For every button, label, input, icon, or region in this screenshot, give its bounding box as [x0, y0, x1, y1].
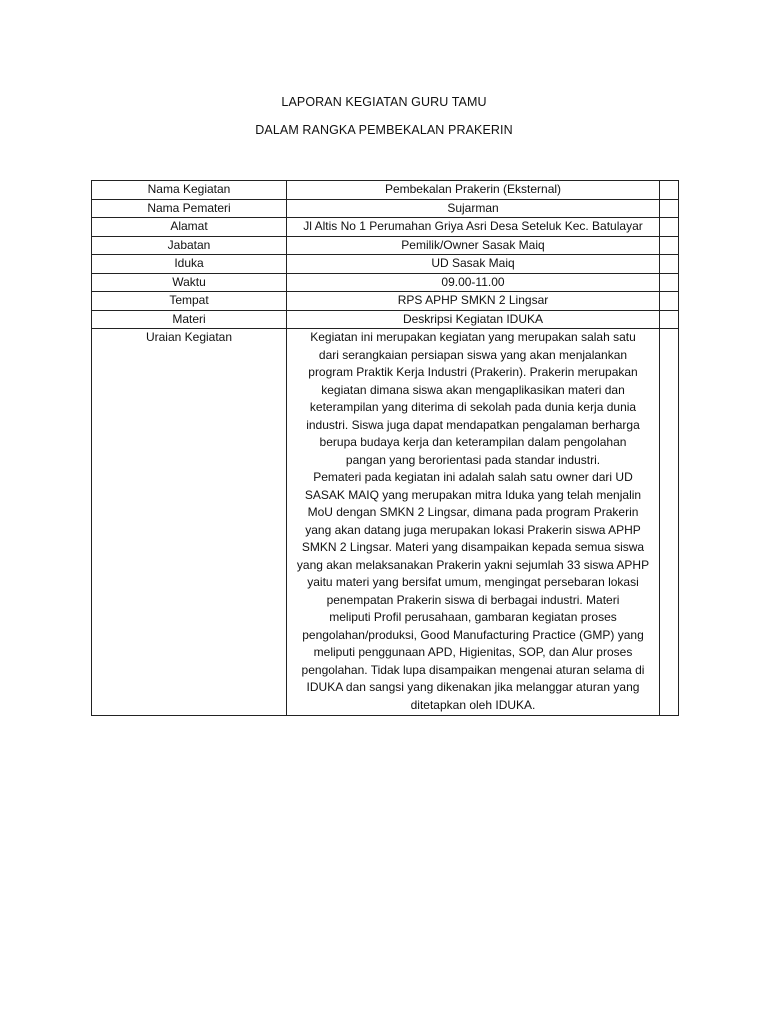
table-row-waktu: [92, 273, 679, 292]
row-extra-cell: [660, 329, 679, 716]
report-title: LAPORAN KEGIATAN GURU TAMU: [281, 95, 487, 109]
row-value: RPS APHP SMKN 2 Lingsar: [287, 292, 660, 311]
row-label: Alamat: [92, 218, 287, 237]
description-cell: [287, 329, 660, 716]
row-value: Deskripsi Kegiatan IDUKA: [287, 310, 660, 329]
row-label: Materi: [92, 310, 287, 329]
row-extra-cell: [660, 255, 679, 274]
row-value: Pemilik/Owner Sasak Maiq: [287, 236, 660, 255]
table-row-nama-kegiatan: [92, 181, 679, 200]
row-extra-cell: [660, 199, 679, 218]
row-label: Nama Kegiatan: [92, 181, 287, 200]
row-extra-cell: [660, 273, 679, 292]
row-label: Waktu: [92, 273, 287, 292]
row-value: Pembekalan Prakerin (Eksternal): [287, 181, 660, 200]
row-value: 09.00-11.00: [287, 273, 660, 292]
description-text: Kegiatan ini merupakan kegiatan yang merupakan salah satu dari serangkaian persiapan siswa yang akan menjalankan program Praktik Kerja Industri (Prakerin). Prakerin merupakan kegiatan dimana siswa akan mengaplikasikan materi dan keterampilan yang diterima di sekolah pada dunia kerja dunia industri. Siswa juga dapat mendapatkan pengalaman berharga berupa budaya kerja dan keterampilan dalam pengolahan pangan yang berorientasi pada standar industri. Pemateri pada kegiatan ini adalah salah satu owner dari UD SASAK MAIQ yang merupakan mitra Iduka yang telah menjalin MoU dengan SMKN 2 Lingsar, dimana pada program Prakerin yang akan datang juga merupakan lokasi Prakerin siswa APHP SMKN 2 Lingsar. Materi yang disampaikan kepada semua siswa yang akan melaksanakan Prakerin yakni sejumlah 33 siswa APHP yaitu materi yang bersifat umum, mengingat persebaran lokasi penempatan Prakerin siswa di berbagai industri. Materi meliputi Profil perusahaan, gambaran kegiatan proses pengolahan/produksi, Good Manufacturing Practice (GMP) yang meliputi penggunaan APD, Higienitas, SOP, dan Alur proses pengolahan. Tidak lupa disampaikan mengenai aturan selama di IDUKA dan sangsi yang dikenakan jika melanggar aturan yang ditetapkan oleh IDUKA.: [296, 330, 650, 712]
row-extra-cell: [660, 292, 679, 311]
row-value: Sujarman: [287, 199, 660, 218]
row-label: Iduka: [92, 255, 287, 274]
table-row-tempat: [92, 292, 679, 311]
row-label: Tempat: [92, 292, 287, 311]
table-row-alamat: [92, 218, 679, 237]
row-value: Jl Altis No 1 Perumahan Griya Asri Desa Seteluk Kec. Batulayar: [287, 218, 660, 237]
row-label: Jabatan: [92, 236, 287, 255]
table-row-jabatan: [92, 236, 679, 255]
row-extra-cell: [660, 218, 679, 237]
activity-table: [91, 180, 679, 716]
row-extra-cell: [660, 236, 679, 255]
table-row-nama-pemateri: [92, 199, 679, 218]
table-row-materi: [92, 310, 679, 329]
table-row-uraian-kegiatan: [92, 329, 679, 716]
row-value: UD Sasak Maiq: [287, 255, 660, 274]
row-label: Nama Pemateri: [92, 199, 287, 218]
report-subtitle: DALAM RANGKA PEMBEKALAN PRAKERIN: [255, 123, 513, 137]
table-row-iduka: [92, 255, 679, 274]
row-label: Uraian Kegiatan: [92, 329, 287, 716]
row-extra-cell: [660, 310, 679, 329]
row-extra-cell: [660, 181, 679, 200]
